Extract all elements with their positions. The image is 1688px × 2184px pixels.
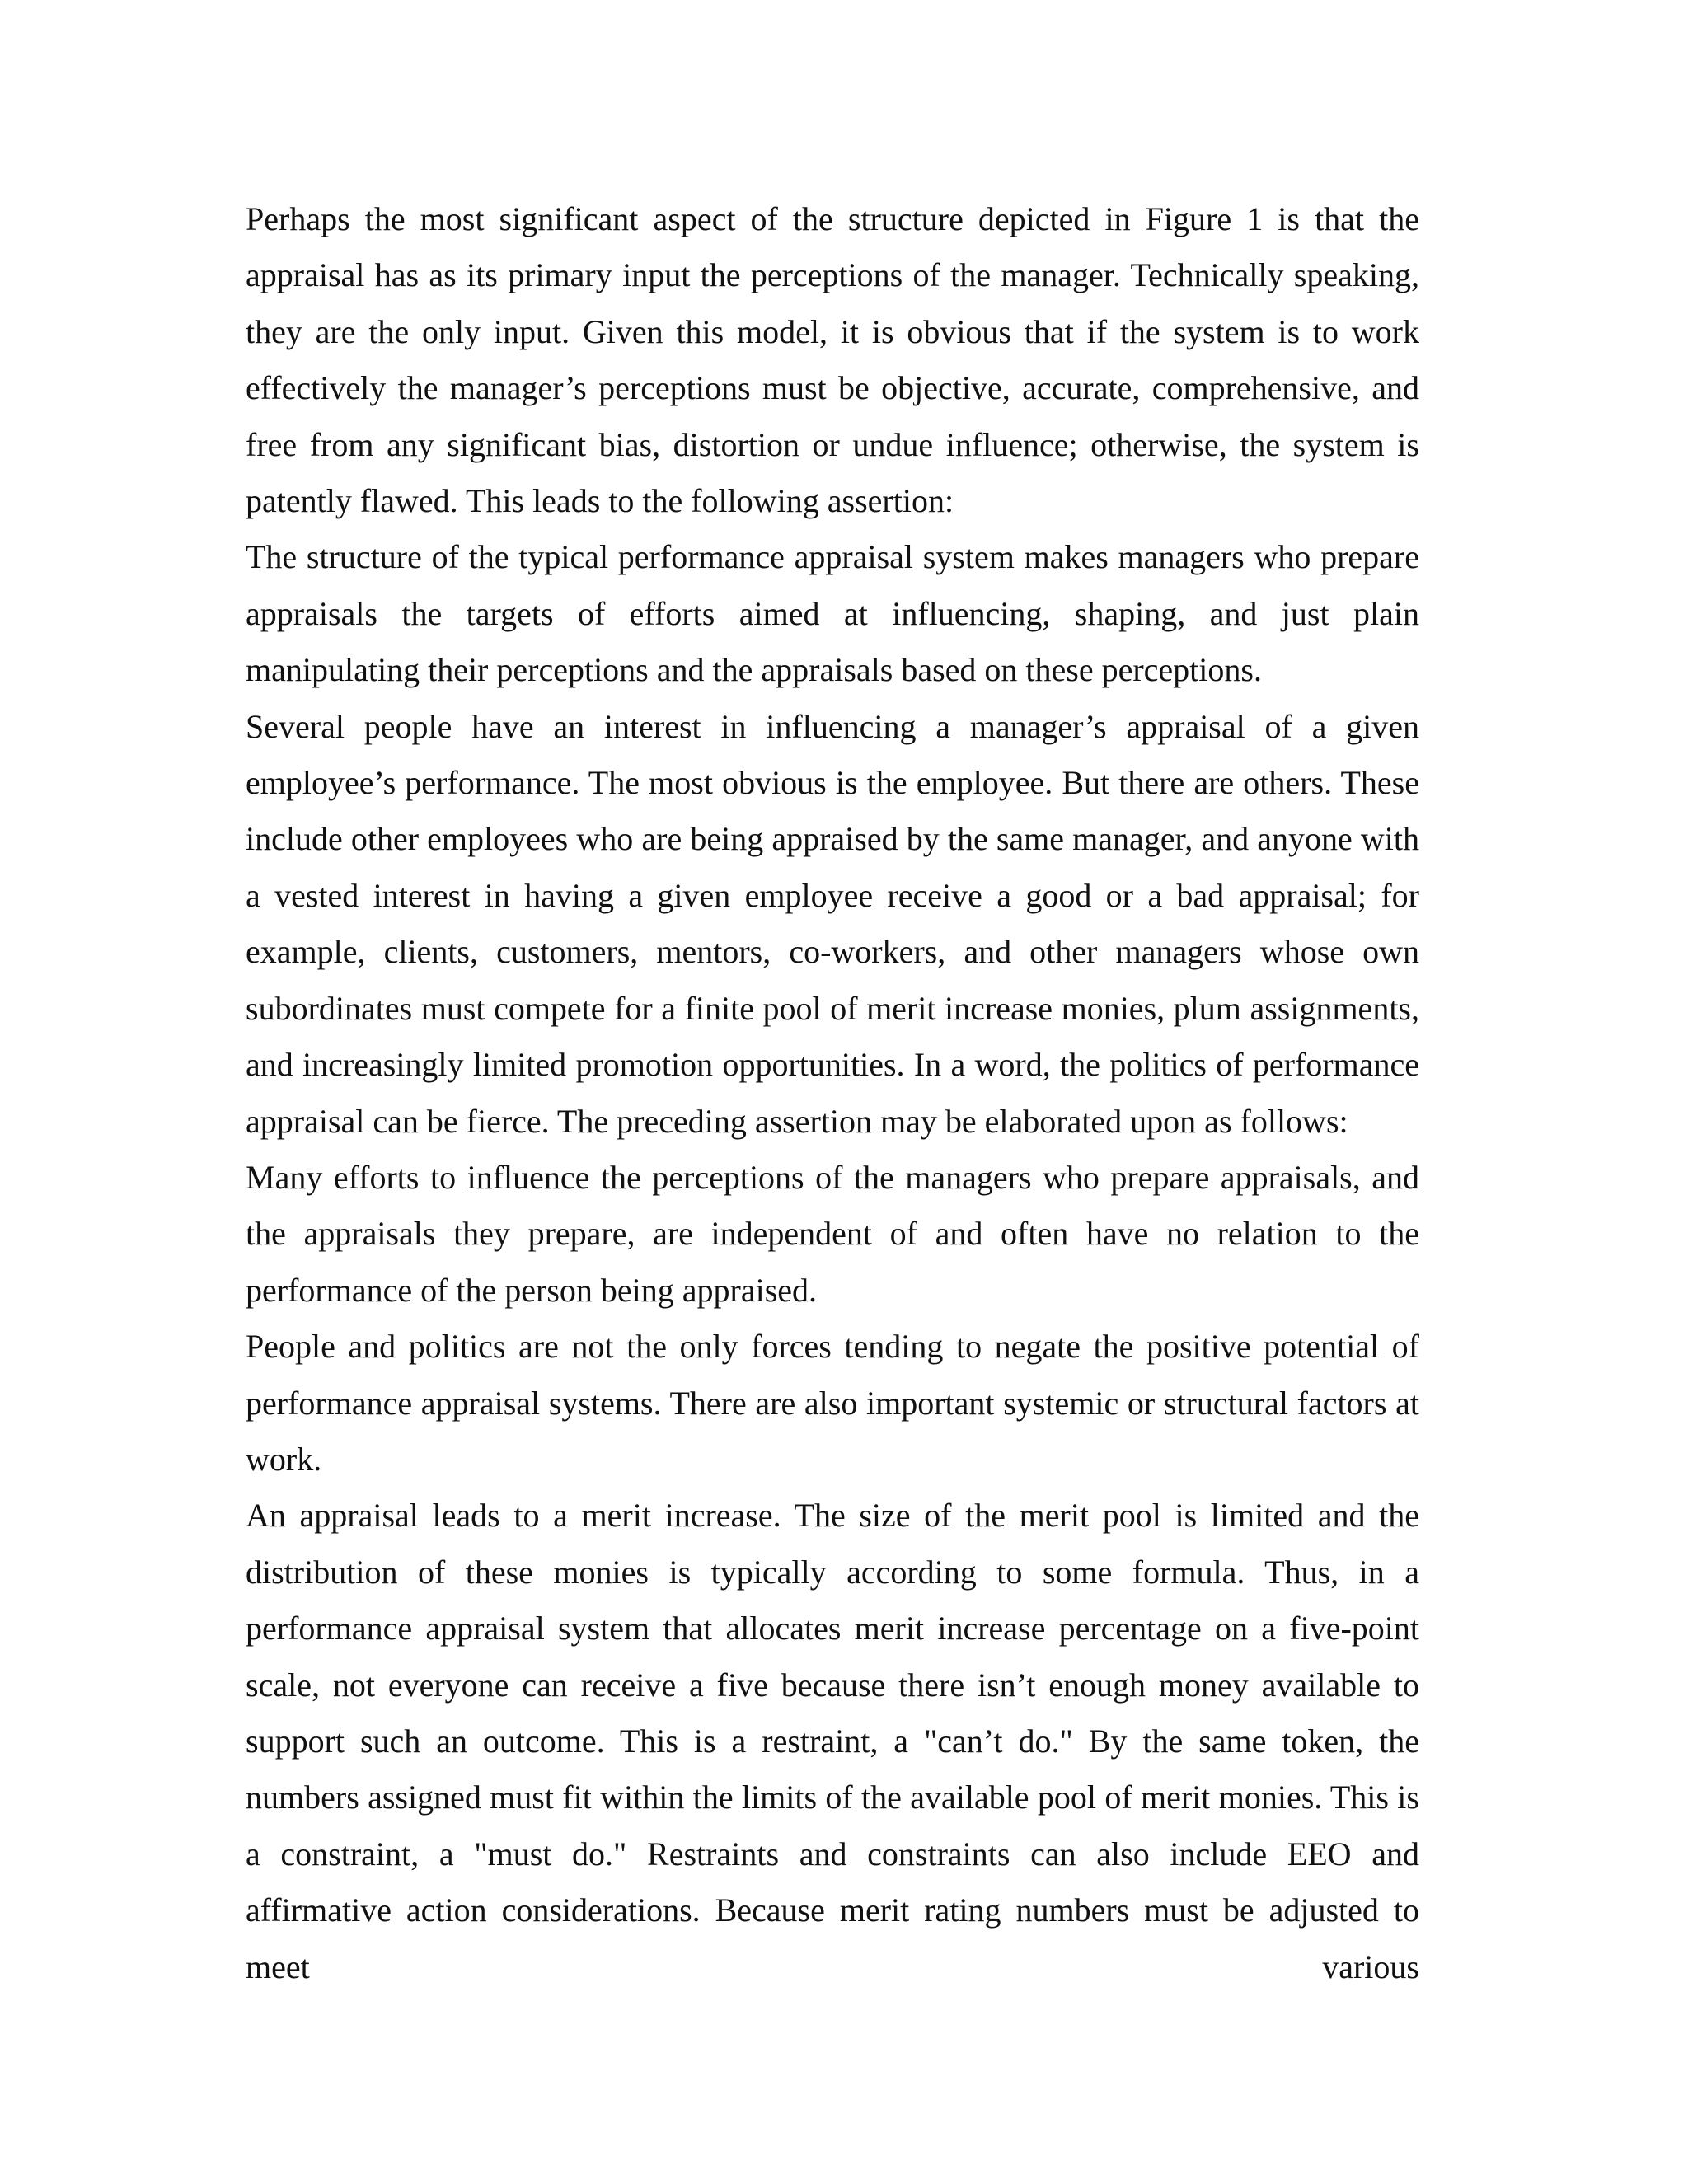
paragraph-influence-efforts: Many efforts to influence the perceptions of the managers who prepare appraisals, and the appraisals they prepare, are independent of and often have no relation to the performance of the person being appraised. xyxy=(246,1158,1419,1309)
paragraph-figure-1-perceptions: Perhaps the most significant aspect of the structure depicted in Figure 1 is that the appraisal has as its primary input the perceptions of the manager. Technically speaking, they are the only input. Given this model, it is obvious that if the system is to work effectively the manager’s perceptions must be objective, accurate, comprehensive, and free from any significant bias, distortion or undue influence; otherwise, the system is patently flawed. This leads to the following assertion: xyxy=(246,200,1419,520)
body-text xyxy=(246,191,1419,1995)
paragraph-influencing-parties: Several people have an interest in influencing a manager’s appraisal of a given employee’s performance. The most obvious is the employee. But there are others. These include other employees who are being appraised by the same manager, and anyone with a vested interest in having a given employee receive a good or a bad appraisal; for example, clients, customers, mentors, co-workers, and other managers whose own subordinates must compete for a finite pool of merit increase monies, plum assignments, and increasingly limited promotion opportunities. In a word, the politics of performance appraisal can be fierce. The preceding assertion may be elaborated upon as follows: xyxy=(246,707,1419,1140)
paragraph-systemic-factors: People and politics are not the only forces tending to negate the positive potential of performance appraisal systems. There are also important systemic or structural factors at work. xyxy=(246,1328,1419,1478)
paragraph-merit-increase: An appraisal leads to a merit increase. The size of the merit pool is limited and the distribution of these monies is typically according to some formula. Thus, in a performance appraisal system that allocates merit increase percentage on a five-point scale, not everyone can receive a five because there isn’t enough money available to support such an outcome. This is a restraint, a "can’t do." By the same token, the numbers assigned must fit within the limits of the available pool of merit monies. This is a constraint, a "must do." Restraints and constraints can also include EEO and affirmative action considerations. Because merit rating numbers must be adjusted to meet various xyxy=(246,1497,1419,1985)
paragraph-structure-assertion: The structure of the typical performance appraisal system makes managers who prepare appraisals the targets of efforts aimed at influencing, shaping, and just plain manipulating their perceptions and the appraisals based on these perceptions. xyxy=(246,538,1419,689)
